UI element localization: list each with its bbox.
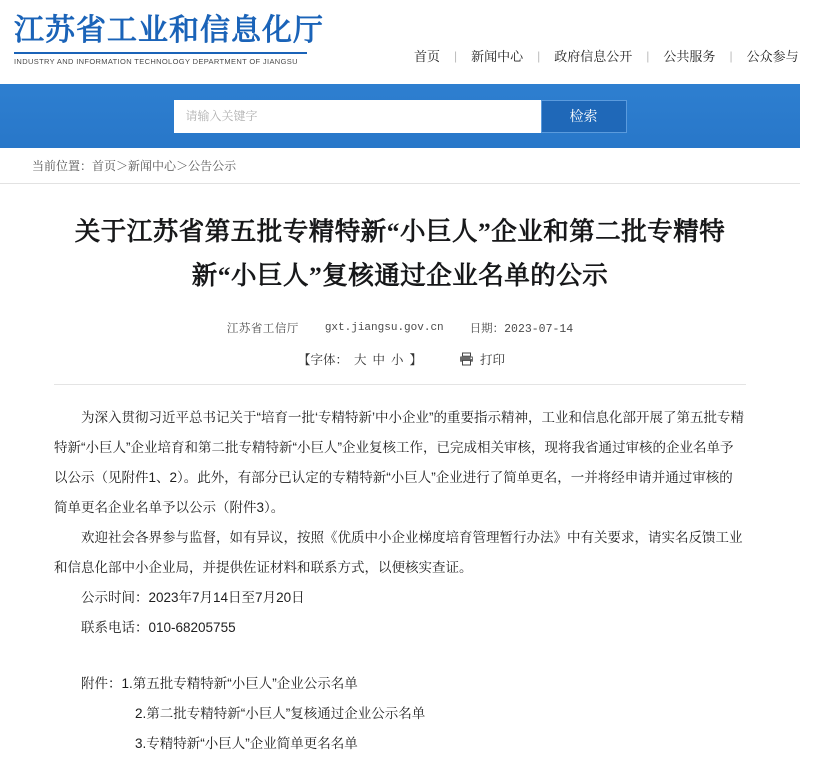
nav-item-news[interactable]: 新闻中心 <box>471 49 524 64</box>
search-button[interactable]: 检索 <box>541 100 627 133</box>
attachments-label: 附件：1.第五批专精特新“小巨人”企业公示名单 <box>81 676 358 691</box>
breadcrumb-item-home[interactable]: 首页 <box>92 159 117 173</box>
article-paragraph: 为深入贯彻习近平总书记关于“培育一批‘专精特新’中小企业”的重要指示精神，工业和信息化部开展了第五批专精特新“小巨人”企业培育和第二批专精特新“小巨人”企业复核工作，已完成相关审核，现将我省通过审核的企业名单予以公示（见附件1、2）。此外，有部分已认定的专精特新“小巨人”企业进行了简单更名，一并将经申请并通过审核的简单更名企业名单予以公示（附件3）。 <box>54 410 744 515</box>
font-size-medium[interactable]: 中 <box>372 353 385 367</box>
article-paragraph: 联系电话：010-68205755 <box>81 620 236 635</box>
print-button[interactable] <box>459 350 505 368</box>
article-date-label: 日期： <box>469 323 505 335</box>
attachment-item: 3.专精特新“小巨人”企业简单更名名单 <box>135 736 358 751</box>
nav-separator: | <box>729 48 733 63</box>
search-form <box>174 100 627 133</box>
printer-icon <box>459 352 474 366</box>
print-label: 打印 <box>480 353 506 367</box>
logo-subtitle: INDUSTRY AND INFORMATION TECHNOLOGY DEPARTMENT OF JIANGSU <box>14 56 298 66</box>
article-meta <box>54 320 746 336</box>
article-url: gxt.jiangsu.gov.cn <box>324 322 444 334</box>
nav-separator: | <box>646 48 650 63</box>
site-logo[interactable] <box>0 0 324 66</box>
logo-title: 江苏省工业和信息化厅 <box>14 14 324 47</box>
font-size-label: 【字体： <box>297 353 348 367</box>
article-date-value: 2023-07-14 <box>504 323 574 336</box>
article-paragraph: 公示时间：2023年7月14日至7月20日 <box>81 590 305 605</box>
article-paragraph: 欢迎社会各界参与监督，如有异议，按照《优质中小企业梯度培育管理暂行办法》中有关要求，请实名反馈工业和信息化部中小企业局，并提供佐证材料和联系方式，以便核实查证。 <box>54 530 743 575</box>
font-size-control <box>295 350 425 368</box>
article <box>0 184 800 759</box>
logo-divider <box>14 52 307 54</box>
article-tools <box>54 350 746 368</box>
nav-item-public-service[interactable]: 公共服务 <box>663 49 716 64</box>
article-date <box>470 320 574 336</box>
breadcrumb-separator: ＞ <box>176 159 189 173</box>
search-input[interactable] <box>174 100 541 133</box>
breadcrumb-bar <box>0 148 800 184</box>
site-header <box>0 0 800 84</box>
search-band <box>0 84 800 148</box>
attachment-item: 2.第二批专精特新“小巨人”复核通过企业公示名单 <box>135 706 426 721</box>
breadcrumb-item-news[interactable]: 新闻中心 <box>128 159 177 173</box>
font-size-large[interactable]: 大 <box>353 353 367 367</box>
article-source: 江苏省工信厅 <box>226 323 299 335</box>
nav-separator: | <box>454 48 458 63</box>
font-size-small[interactable]: 小 <box>391 353 404 367</box>
nav-separator: | <box>537 48 541 63</box>
nav-item-public-participation[interactable]: 公众参与 <box>746 49 799 64</box>
article-body <box>54 403 746 759</box>
font-size-label-end: 】 <box>409 353 423 367</box>
breadcrumb-separator: ＞ <box>116 159 129 173</box>
main-nav <box>400 46 813 65</box>
breadcrumb-item-announcements[interactable]: 公告公示 <box>188 159 237 173</box>
breadcrumb-prefix: 当前位置： <box>32 159 93 173</box>
nav-item-government-info[interactable]: 政府信息公开 <box>554 49 633 64</box>
breadcrumb <box>32 157 236 174</box>
nav-item-home[interactable]: 首页 <box>414 49 441 64</box>
article-divider <box>54 384 746 385</box>
page-title: 关于江苏省第五批专精特新“小巨人”企业和第二批专精特新“小巨人”复核通过企业名单的公示 <box>74 217 726 290</box>
